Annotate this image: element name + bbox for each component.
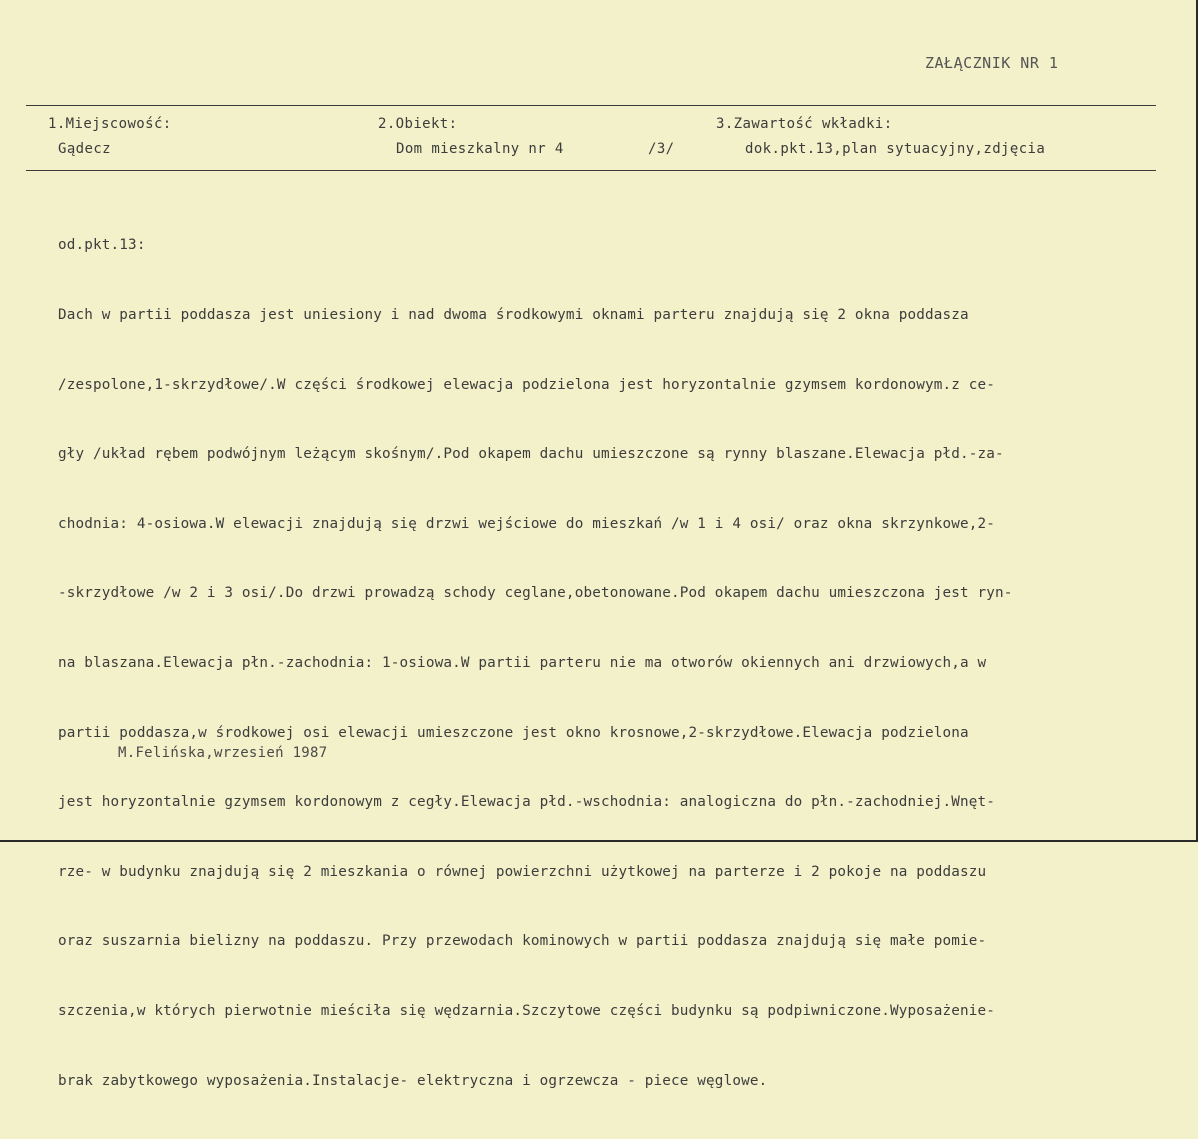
contents-value: dok.pkt.13,plan sytuacyjny,zdjęcia <box>745 141 1046 157</box>
text-line: -skrzydłowe /w 2 i 3 osi/.Do drzwi prowadzą schody ceglane,obetonowane.Pod okapem dachu umieszczona jest ryn- <box>58 585 1013 602</box>
object-number: /3/ <box>648 141 675 157</box>
header-top-rule <box>26 105 1156 106</box>
author-signature: M.Felińska,wrzesień 1987 <box>118 745 328 761</box>
description-text <box>58 188 1143 1139</box>
header-bottom-rule <box>26 170 1156 171</box>
text-line: oraz suszarnia bielizny na poddaszu. Przy przewodach kominowych w partii poddasza znajdują się małe pomie- <box>58 933 987 950</box>
text-line: partii poddasza,w środkowej osi elewacji umieszczone jest okno krosnowe,2-skrzydłowe.Elewacja podzielona <box>58 724 969 741</box>
contents-label: 3.Zawartość wkładki: <box>716 116 893 132</box>
text-line: od.pkt.13: <box>58 237 146 254</box>
object-label: 2.Obiekt: <box>378 116 458 132</box>
text-line: rze- w budynku znajdują się 2 mieszkania o równej powierzchni użytkowej na parterze i 2 pokoje na poddaszu <box>58 863 987 880</box>
text-line: brak zabytkowego wyposażenia.Instalacje- elektryczna i ogrzewcza - piece węglowe. <box>58 1072 768 1089</box>
text-line: Dach w partii poddasza jest uniesiony i nad dwoma środkowymi oknami parteru znajdują się 2 okna poddasza <box>58 307 969 323</box>
text-line: jest horyzontalnie gzymsem kordonowym z cegły.Elewacja płd.-wschodnia: analogiczna do płn.-zachodniej.Wnęt- <box>58 794 996 811</box>
locality-value: Gądecz <box>58 141 111 157</box>
text-line: szczenia,w których pierwotnie mieściła się wędzarnia.Szczytowe części budynku są podpiwniczone.Wyposażenie- <box>58 1002 996 1019</box>
text-line: chodnia: 4-osiowa.W elewacji znajdują się drzwi wejściowe do mieszkań /w 1 i 4 osi/ oraz okna skrzynkowe,2- <box>58 515 996 532</box>
locality-label: 1.Miejscowość: <box>48 116 172 132</box>
annex-label: ZAŁĄCZNIK NR 1 <box>925 54 1059 72</box>
text-line: /zespolone,1-skrzydłowe/.W części środkowej elewacja podzielona jest horyzontalnie gzymsem kordonowym.z ce- <box>58 376 996 393</box>
object-value: Dom mieszkalny nr 4 <box>396 141 564 157</box>
text-line: na blaszana.Elewacja płn.-zachodnia: 1-osiowa.W partii parteru nie ma otworów okiennych ani drzwiowych,a w <box>58 654 987 671</box>
text-line: gły /układ rębem podwójnym leżącym skośnym/.Pod okapem dachu umieszczone są rynny blaszane.Elewacja płd.-za- <box>58 446 1004 463</box>
